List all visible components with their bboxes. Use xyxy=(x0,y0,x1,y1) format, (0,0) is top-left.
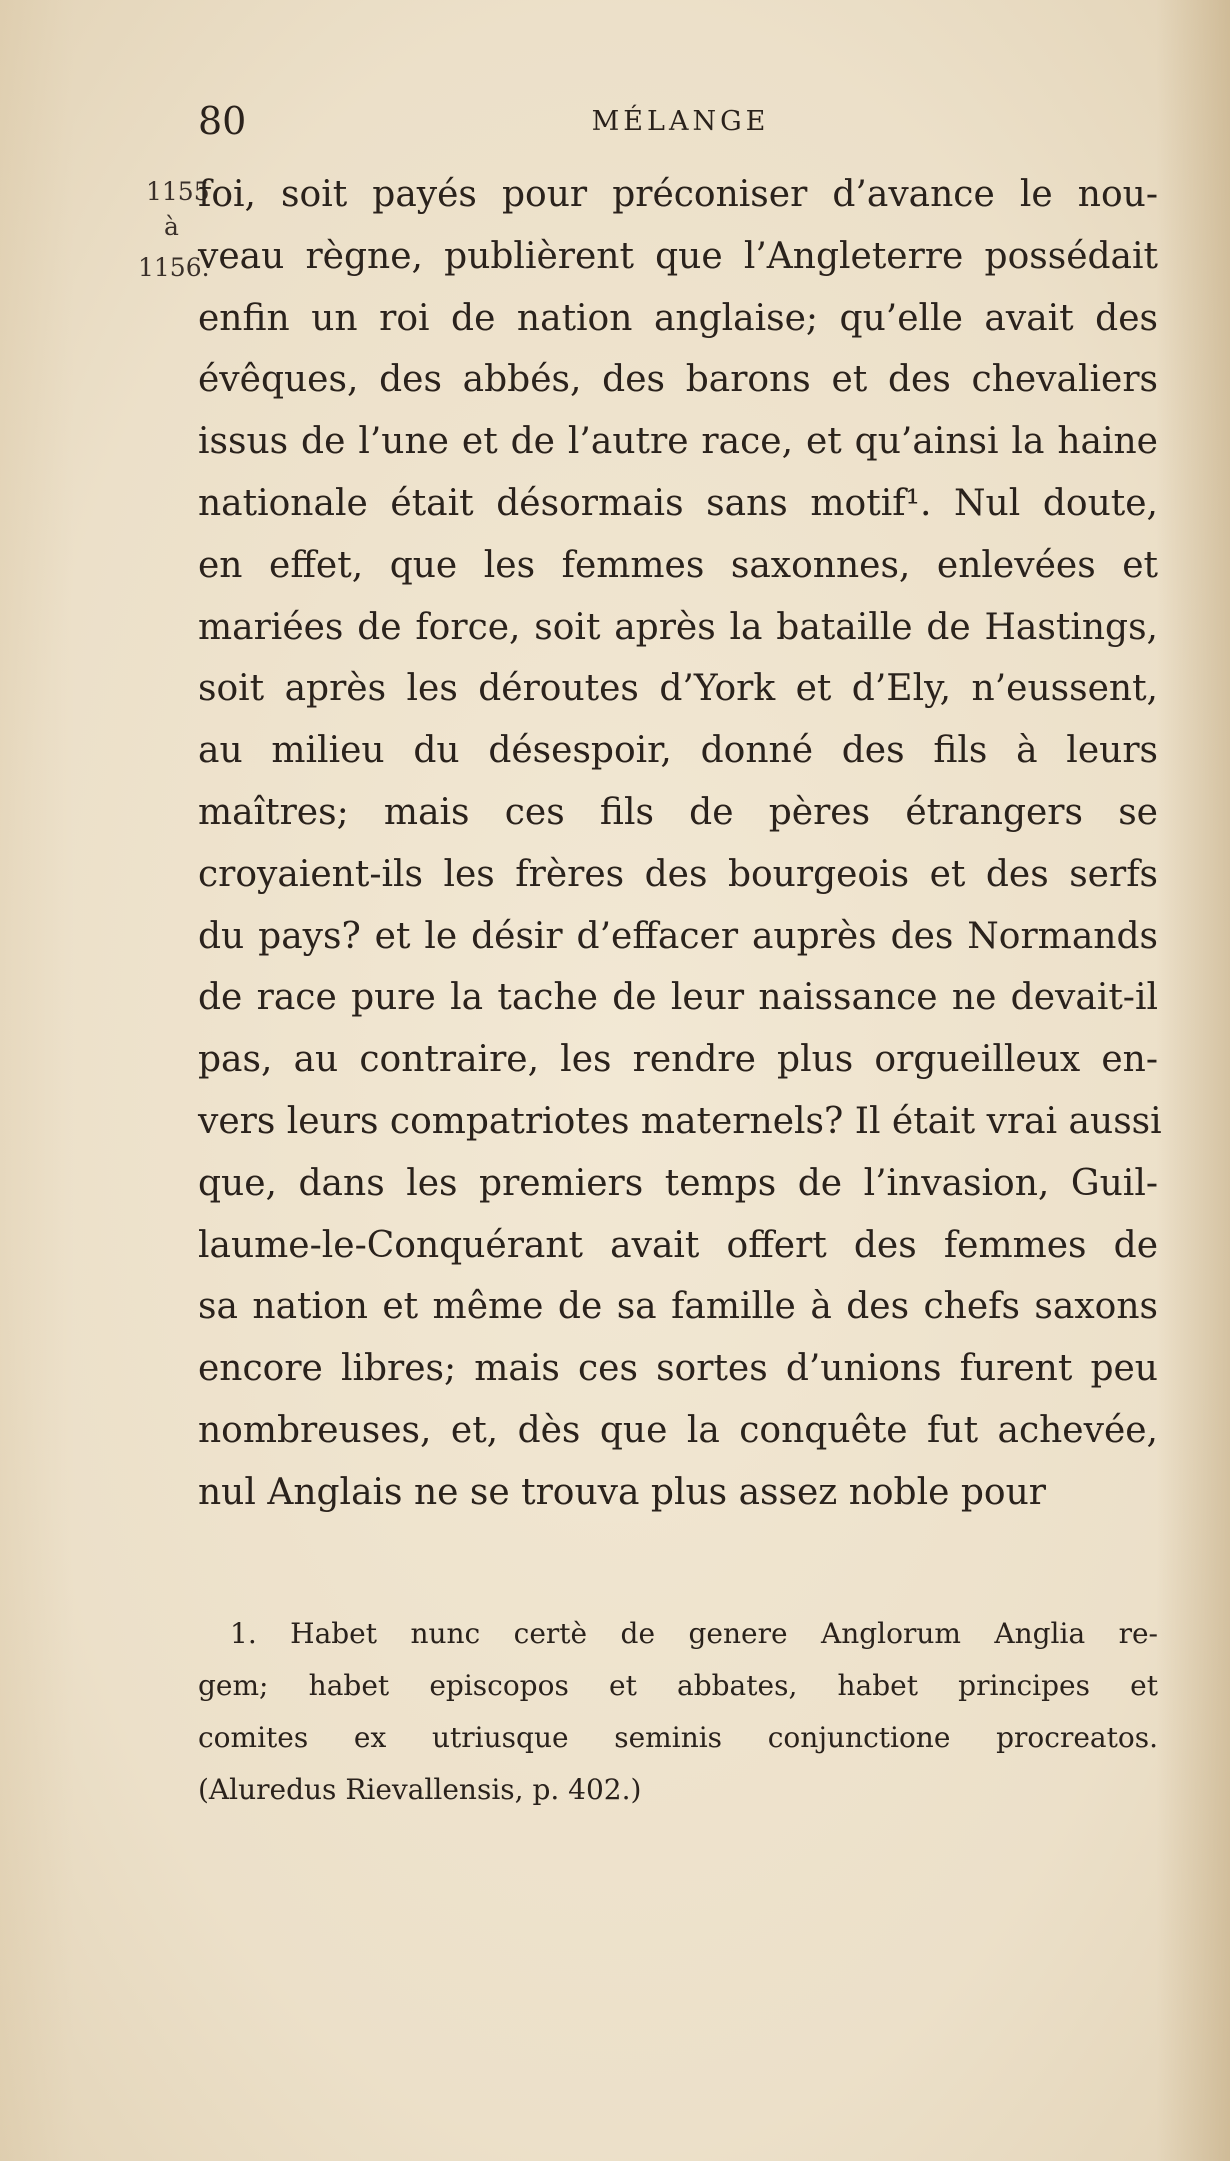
body-text xyxy=(198,164,1162,1524)
text-line: pas, au contraire, les rendre plus orgueilleux en- xyxy=(198,1039,1158,1081)
margin-year-end: 1156. xyxy=(138,253,210,282)
page-number: 80 xyxy=(198,99,247,143)
footnote-line: comites ex utriusque seminis conjunctione procreatos. xyxy=(198,1721,1158,1754)
text-line: soit après les déroutes d’York et d’Ely, n’eussent, xyxy=(198,668,1158,710)
text-line: que, dans les premiers temps de l’invasion, Guil- xyxy=(198,1162,1158,1204)
text-line: mariées de force, soit après la bataille de Hastings, xyxy=(198,606,1158,648)
footnote-line: gem; habet episcopos et abbates, habet principes et xyxy=(198,1669,1158,1702)
margin-year-start: 1155 xyxy=(146,177,210,206)
text-line: évêques, des abbés, des barons et des chevaliers xyxy=(198,359,1158,401)
footnote-line: (Aluredus Rievallensis, p. 402.) xyxy=(198,1773,642,1806)
text-line: enfin un roi de nation anglaise; qu’elle avait des xyxy=(198,297,1158,339)
text-line: du pays? et le désir d’effacer auprès des Normands xyxy=(198,915,1158,957)
text-line: foi, soit payés pour préconiser d’avance le nou- xyxy=(198,174,1158,215)
text-line: nul Anglais ne se trouva plus assez noble pour xyxy=(198,1471,1046,1513)
page-header xyxy=(198,96,1163,146)
text-line: laume-le-Conquérant avait offert des femmes de xyxy=(198,1224,1158,1266)
text-line: veau règne, publièrent que l’Angleterre possédait xyxy=(198,235,1158,277)
margin-connector: à xyxy=(164,212,179,241)
text-line: de race pure la tache de leur naissance ne devait-il xyxy=(198,977,1158,1019)
text-line: vers leurs compatriotes maternels? Il était vrai aussi xyxy=(198,1100,1162,1142)
text-line: croyaient-ils les frères des bourgeois et des serfs xyxy=(198,853,1158,895)
text-line: issus de l’une et de l’autre race, et qu’ainsi la haine xyxy=(198,421,1158,463)
text-line: nationale était désormais sans motif¹. Nul doute, xyxy=(198,482,1158,524)
text-line: sa nation et même de sa famille à des chefs saxons xyxy=(198,1286,1158,1328)
text-line: nombreuses, et, dès que la conquête fut achevée, xyxy=(198,1409,1158,1451)
footnote xyxy=(198,1608,1158,1816)
footnote-line: 1. Habet nunc certè de genere Anglorum Anglia re- xyxy=(230,1617,1158,1650)
text-line: maîtres; mais ces fils de pères étrangers se xyxy=(198,791,1158,833)
text-line: encore libres; mais ces sortes d’unions furent peu xyxy=(198,1348,1158,1390)
running-title: MÉLANGE xyxy=(591,106,770,137)
text-line: en effet, que les femmes saxonnes, enlevées et xyxy=(198,544,1158,586)
text-line: au milieu du désespoir, donné des fils à leurs xyxy=(198,730,1158,772)
